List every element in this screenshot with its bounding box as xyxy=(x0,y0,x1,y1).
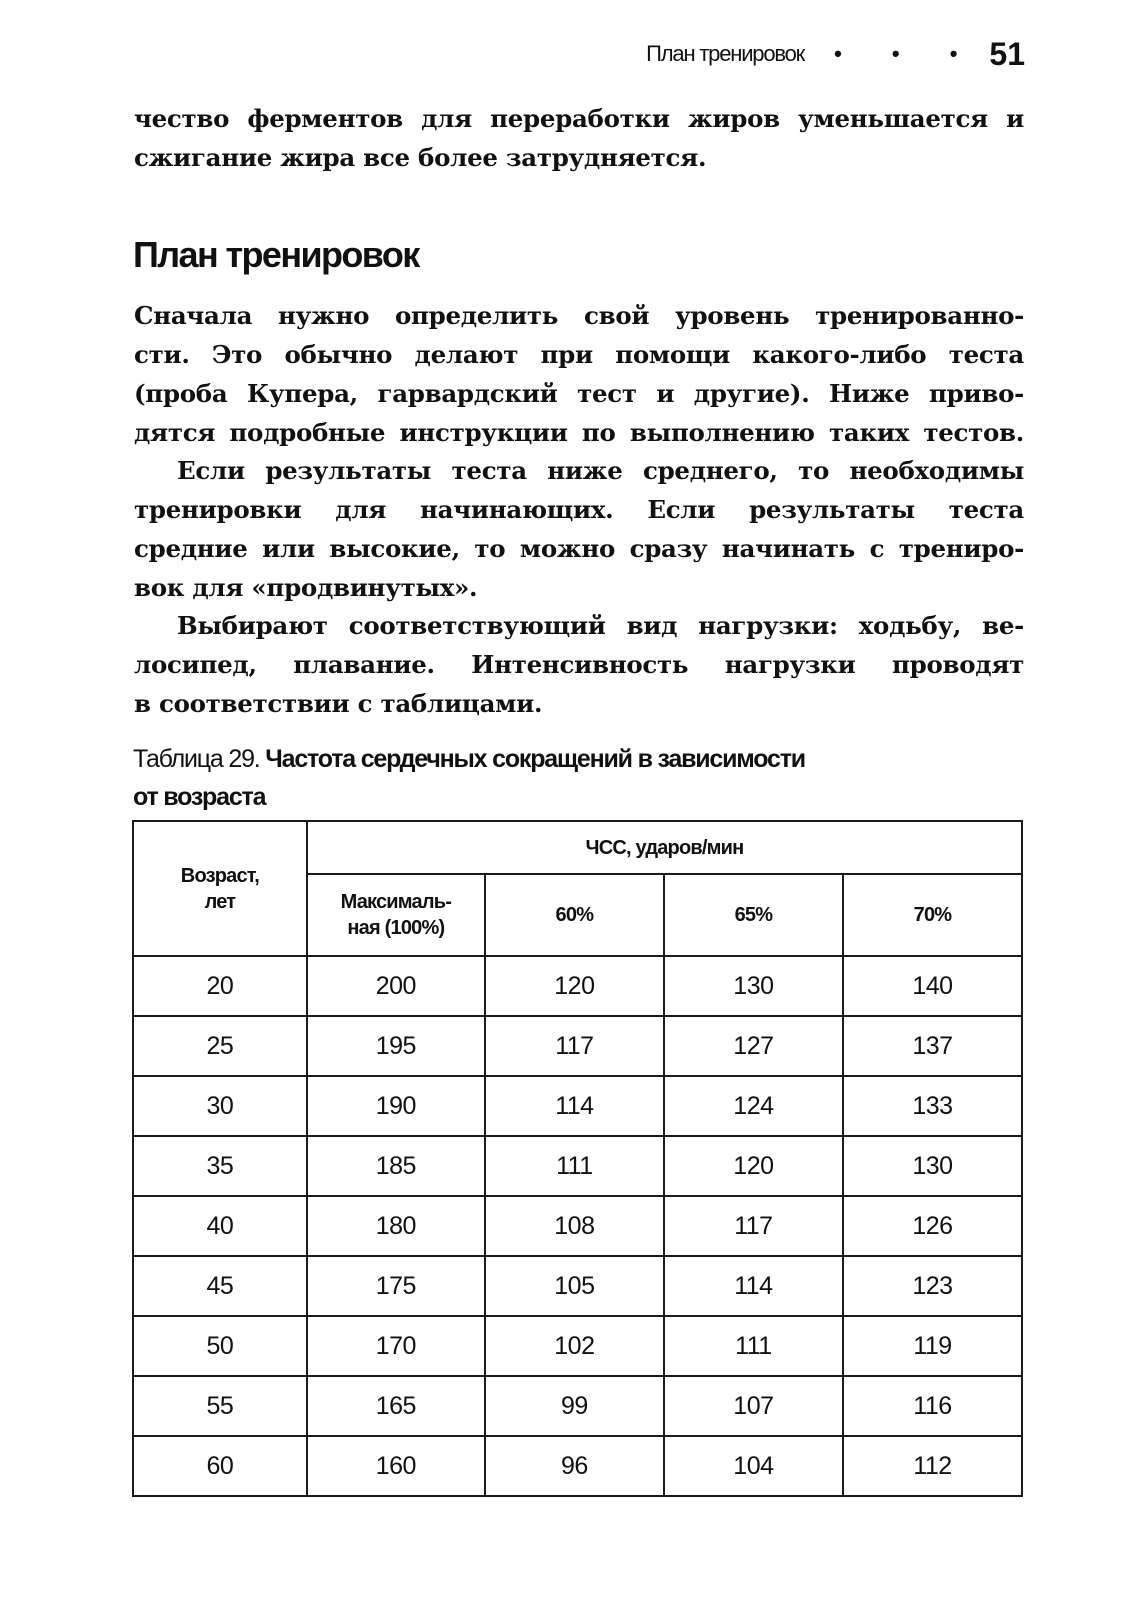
hr-70-cell: 116 xyxy=(843,1376,1022,1436)
table-row xyxy=(133,1016,1022,1076)
pct-60-header: 60% xyxy=(485,874,664,956)
hr-70-cell: 130 xyxy=(843,1136,1022,1196)
text-line: чество ферментов для переработки жиров уменьшается и xyxy=(134,104,1024,133)
table-caption-label: Таблица 29. xyxy=(133,745,260,773)
max-hr-cell: 200 xyxy=(307,956,485,1016)
running-header-title: План тренировок xyxy=(646,41,805,66)
section-heading: План тренировок xyxy=(133,234,419,275)
age-cell: 20 xyxy=(133,956,307,1016)
hr-70-cell: 119 xyxy=(843,1316,1022,1376)
hr-65-cell: 130 xyxy=(664,956,843,1016)
hr-60-cell: 96 xyxy=(485,1436,664,1496)
hr-60-cell: 99 xyxy=(485,1376,664,1436)
max-hr-cell: 180 xyxy=(307,1196,485,1256)
table-caption-title: Частота сердечных сокращений в зависимости xyxy=(265,745,805,773)
age-cell: 50 xyxy=(133,1316,307,1376)
max-hr-cell: 175 xyxy=(307,1256,485,1316)
text-line: (проба Купера, гарвардский тест и другие). Ниже приво- xyxy=(134,379,1024,408)
hr-60-cell: 102 xyxy=(485,1316,664,1376)
age-cell: 45 xyxy=(133,1256,307,1316)
max-hr-cell: 170 xyxy=(307,1316,485,1376)
hr-70-cell: 112 xyxy=(843,1436,1022,1496)
text-line: средние или высокие, то можно сразу начинать с трениро- xyxy=(134,534,1024,563)
running-header-dots: • • • xyxy=(834,41,980,66)
hr-70-cell: 140 xyxy=(843,956,1022,1016)
text-line: сти. Это обычно делают при помощи какого-либо теста xyxy=(134,340,1024,369)
age-cell: 25 xyxy=(133,1016,307,1076)
table-row xyxy=(133,1316,1022,1376)
max-hr-cell: 165 xyxy=(307,1376,485,1436)
paragraph-fitness-level xyxy=(134,296,1024,452)
table-body xyxy=(133,956,1022,1496)
hr-65-cell: 124 xyxy=(664,1076,843,1136)
pct-65-header: 65% xyxy=(664,874,843,956)
hr-65-cell: 107 xyxy=(664,1376,843,1436)
text-line: сжигание жира все более затрудняется. xyxy=(134,143,707,172)
hr-70-cell: 126 xyxy=(843,1196,1022,1256)
hr-60-cell: 120 xyxy=(485,956,664,1016)
age-cell: 30 xyxy=(133,1076,307,1136)
table-caption-title-cont: от возраста xyxy=(133,783,266,811)
hr-60-cell: 105 xyxy=(485,1256,664,1316)
text-line: в соответствии с таблицами. xyxy=(134,689,543,718)
text-line: лосипед, плавание. Интенсивность нагрузки проводят xyxy=(134,650,1024,679)
hr-60-cell: 114 xyxy=(485,1076,664,1136)
hr-65-cell: 117 xyxy=(664,1196,843,1256)
paragraph-test-results xyxy=(134,451,1024,607)
age-column-header: Возраст, лет xyxy=(133,821,307,956)
hr-65-cell: 120 xyxy=(664,1136,843,1196)
age-cell: 40 xyxy=(133,1196,307,1256)
text-line: Сначала нужно определить свой уровень тренированно- xyxy=(134,301,1024,330)
table-row xyxy=(133,1256,1022,1316)
hr-60-cell: 108 xyxy=(485,1196,664,1256)
max-hr-cell: 185 xyxy=(307,1136,485,1196)
age-cell: 60 xyxy=(133,1436,307,1496)
table-row xyxy=(133,1196,1022,1256)
running-header xyxy=(560,34,1025,74)
age-cell: 35 xyxy=(133,1136,307,1196)
hr-70-cell: 137 xyxy=(843,1016,1022,1076)
table-row xyxy=(133,1076,1022,1136)
hr-65-cell: 127 xyxy=(664,1016,843,1076)
table-row xyxy=(133,1436,1022,1496)
table-caption xyxy=(133,740,1023,816)
continued-paragraph xyxy=(134,99,1024,177)
hr-70-cell: 123 xyxy=(843,1256,1022,1316)
text-line: Выбирают соответствующий вид нагрузки: ходьбу, ве- xyxy=(177,611,1024,640)
pct-70-header: 70% xyxy=(843,874,1022,956)
table-row xyxy=(133,956,1022,1016)
hr-65-cell: 114 xyxy=(664,1256,843,1316)
table-row xyxy=(133,1136,1022,1196)
hr-65-cell: 111 xyxy=(664,1316,843,1376)
heart-rate-group-header: ЧСС, ударов/мин xyxy=(307,821,1022,874)
max-hr-header: Максималь-ная (100%) xyxy=(307,874,485,956)
text-line: вок для «продвинутых». xyxy=(134,573,478,602)
hr-65-cell: 104 xyxy=(664,1436,843,1496)
heart-rate-table xyxy=(132,820,1023,1497)
text-line: тренировки для начинающих. Если результаты теста xyxy=(134,495,1024,524)
table-row xyxy=(133,1376,1022,1436)
hr-60-cell: 117 xyxy=(485,1016,664,1076)
text-line: Если результаты теста ниже среднего, то необходимы xyxy=(177,456,1024,485)
hr-60-cell: 111 xyxy=(485,1136,664,1196)
text-line: дятся подробные инструкции по выполнению таких тестов. xyxy=(134,418,1024,447)
max-hr-cell: 190 xyxy=(307,1076,485,1136)
max-hr-cell: 160 xyxy=(307,1436,485,1496)
max-hr-cell: 195 xyxy=(307,1016,485,1076)
hr-70-cell: 133 xyxy=(843,1076,1022,1136)
paragraph-load-type xyxy=(134,606,1024,723)
page-number: 51 xyxy=(989,35,1025,72)
age-cell: 55 xyxy=(133,1376,307,1436)
